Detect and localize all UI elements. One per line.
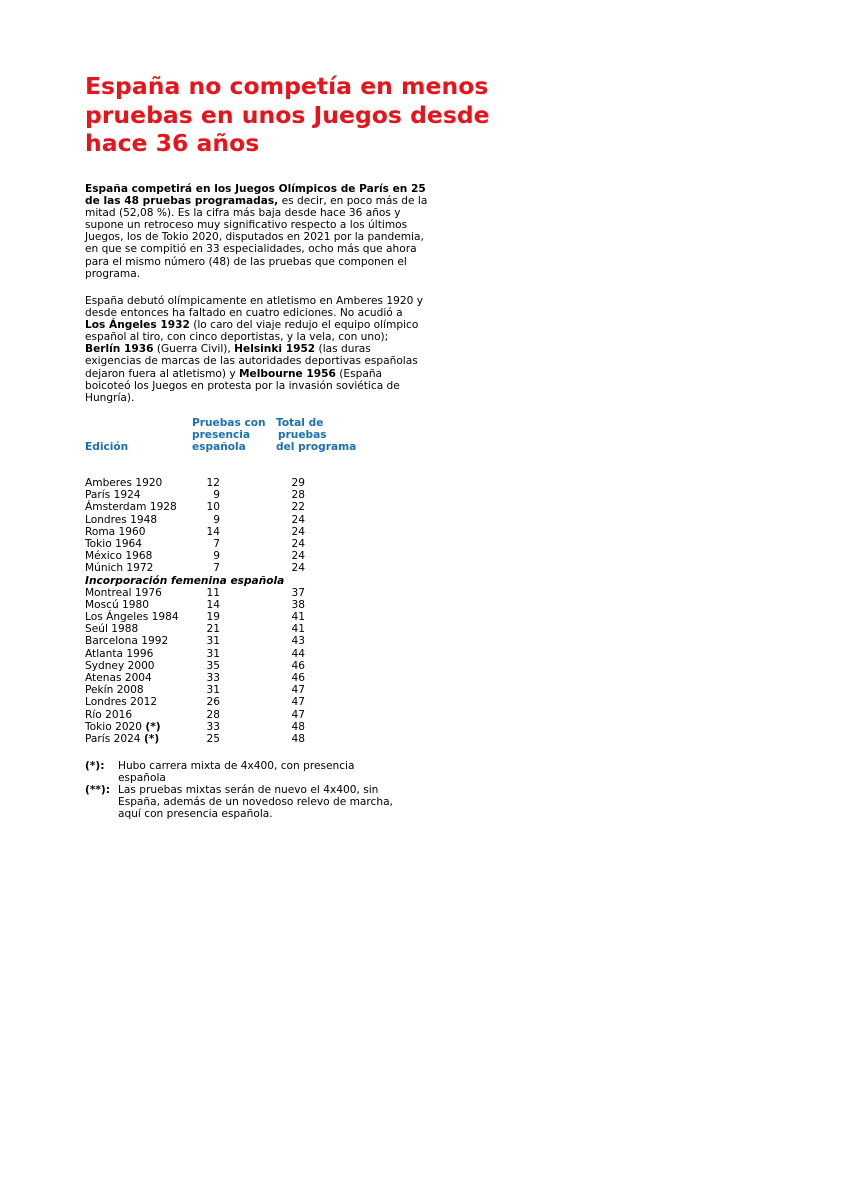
cell-total: 29 [291,477,305,489]
table-row [85,599,415,611]
cell-edition [85,501,177,513]
cell-edition [85,660,155,672]
cell-presence: 31 [206,684,220,697]
cell-presence: 14 [206,525,220,538]
table-row [85,623,415,635]
edition-name: Londres 1948 [85,513,158,526]
table-row [85,660,415,672]
cell-edition [85,648,153,660]
cell-edition [85,514,157,526]
cell-total: 47 [291,696,305,709]
cell-edition [85,684,144,696]
edition-name: México 1968 [85,550,153,563]
edition-name: Montreal 1976 [85,586,162,599]
table-row [85,587,415,599]
cell-total: 48 [291,732,305,745]
cell-edition [85,733,159,745]
cell-edition [85,611,179,623]
header-edition: Edición [85,441,129,453]
cell-total: 43 [291,635,305,648]
cell-edition [85,696,157,708]
table-row [85,648,415,660]
footnotes [85,760,405,820]
cell-presence: 19 [206,611,220,624]
cell-presence: 14 [206,598,220,611]
table-row [85,672,415,684]
table-row [85,514,415,526]
table-row [85,635,415,647]
edition-name: Atenas 2004 [85,672,152,684]
footnote-mark: (*) [143,732,160,745]
cell-presence: 10 [206,501,220,514]
edition-name: Ámsterdam 1928 [85,501,177,514]
edition-name: Los Ángeles 1984 [85,611,179,624]
table-row [85,611,415,623]
cell-edition [85,526,146,538]
table-row [85,709,415,721]
cell-edition [85,721,161,733]
header-presence-line: Pruebas con [192,417,266,429]
cell-presence: 28 [206,708,220,721]
cell-presence: 33 [206,672,220,684]
table-row [85,696,415,708]
table-body-before [85,477,415,575]
table-row [85,538,415,550]
cell-edition [85,538,142,550]
cell-presence: 26 [206,696,220,709]
header-total-line: pruebas [278,429,327,442]
cell-presence: 12 [206,477,220,489]
footnote-mark: (*): [85,760,105,772]
history-bold-la1932: Los Ángeles 1932 [85,319,190,332]
cell-edition [85,599,149,611]
intro-bold-lead: España competirá en los Juegos Olímpicos de París en 25 de las 48 pruebas programadas, [85,183,426,208]
history-paragraph [85,295,425,404]
edition-name: Atlanta 1996 [85,647,154,660]
edition-name: Londres 2012 [85,696,158,709]
cell-total: 24 [291,550,305,563]
header-total-line: del programa [276,441,357,454]
editions-table [85,477,415,745]
cell-edition [85,550,152,562]
cell-presence: 9 [213,550,220,563]
history-bold-berlin1936: Berlín 1936 [85,343,154,356]
cell-total: 47 [291,684,305,697]
cell-total: 46 [291,659,305,672]
cell-total: 47 [291,708,305,721]
history-text-4: (las duras exigencias de marcas de las autoridades deportivas españolas dejaron fuera al atletismo) y [85,343,418,380]
history-bold-helsinki1952: Helsinki 1952 [234,343,316,356]
table-row [85,526,415,538]
table-row [85,684,415,696]
cell-total: 24 [291,537,305,550]
edition-name: Amberes 1920 [85,477,163,489]
edition-name: Río 2016 [85,708,133,721]
footnote-text: Las pruebas mixtas serán de nuevo el 4x400, sin España, además de un novedoso relevo de marcha, aquí con presencia española. [118,784,393,821]
cell-edition [85,477,162,489]
cell-edition [85,489,141,501]
cell-edition [85,672,152,684]
header-total-line: Total de [276,417,324,429]
cell-edition [85,635,168,647]
edition-name: Tokio 1964 [85,537,143,550]
cell-edition [85,562,153,574]
cell-total: 37 [291,586,305,599]
cell-edition [85,623,138,635]
cell-total: 48 [291,720,305,733]
header-presence [192,417,266,453]
table-row [85,489,415,501]
cell-presence: 25 [206,732,220,745]
table-row [85,721,415,733]
edition-name: Barcelona 1992 [85,635,169,648]
cell-total: 41 [291,611,305,624]
table-row [85,733,415,745]
table-row [85,550,415,562]
history-text-1: España debutó olímpicamente en atletismo en Amberes 1920 y desde entonces ha faltado en cuatro ediciones. No acudió a [85,295,423,320]
footnote-mark: (*) [145,720,161,733]
intro-paragraph [85,183,435,280]
history-text-5: (España boicoteó los Juegos en protesta por la invasión soviética de Hungría). [85,367,400,404]
table-row [85,477,415,489]
cell-edition [85,587,162,599]
edition-name: Tokio 2020 [85,720,143,733]
cell-total: 44 [291,647,305,660]
table-row [85,562,415,574]
edition-name: París 1924 [85,489,141,502]
cell-total: 28 [291,489,305,502]
cell-edition [85,709,132,721]
cell-presence: 7 [213,537,220,550]
cell-presence: 21 [206,623,220,636]
edition-name: Roma 1960 [85,525,146,538]
history-bold-melbourne1956: Melbourne 1956 [239,367,336,380]
table-row [85,501,415,513]
cell-presence: 31 [206,635,220,648]
history-text-3: (Guerra Civil), [153,343,235,356]
edition-name: Sydney 2000 [85,659,155,672]
cell-total: 24 [291,525,305,538]
cell-presence: 9 [213,489,220,502]
cell-total: 46 [291,672,305,684]
footnote-mark: (**): [85,784,110,797]
header-total [276,417,356,453]
cell-total: 38 [291,598,305,611]
edition-name: Seúl 1988 [85,623,139,636]
footnote [85,760,405,784]
cell-presence: 9 [213,513,220,526]
cell-presence: 35 [206,659,220,672]
intro-text: es decir, en poco más de la mitad (52,08 %). Es la cifra más baja desde hace 36 años y supone un retroceso muy significativo respecto a los últimos Juegos, los de Tokio 2020, disputados en 2021 por la pandemia, en que se compitió en 33 especialidades, ocho más que ahora para el mismo número (48) de las pruebas que componen el programa. [85,195,428,280]
cell-presence: 11 [206,586,220,599]
edition-name: Moscú 1980 [85,598,150,611]
edition-name: París 2024 [85,732,141,745]
cell-presence: 7 [213,562,220,575]
header-presence-line: presencia [192,429,251,442]
cell-total: 24 [291,562,305,575]
headline: España no competía en menos pruebas en unos Juegos desde hace 36 años [85,72,490,157]
cell-total: 41 [291,623,305,636]
footnote [85,784,405,820]
section-label: Incorporación femenina española [85,574,285,587]
edition-name: Pekín 2008 [85,684,144,697]
cell-presence: 33 [206,720,220,733]
history-text-2: (lo caro del viaje redujo el equipo olímpico español al tiro, con cinco deportistas, y la vela, con uno); [85,319,419,344]
cell-presence: 31 [206,647,220,660]
header-presence-line: española [192,441,246,454]
cell-total: 24 [291,513,305,526]
table-body-after [85,587,415,745]
edition-name: Múnich 1972 [85,562,154,575]
footnote-text: Hubo carrera mixta de 4x400, con presencia española [118,760,355,785]
cell-total: 22 [291,501,305,514]
